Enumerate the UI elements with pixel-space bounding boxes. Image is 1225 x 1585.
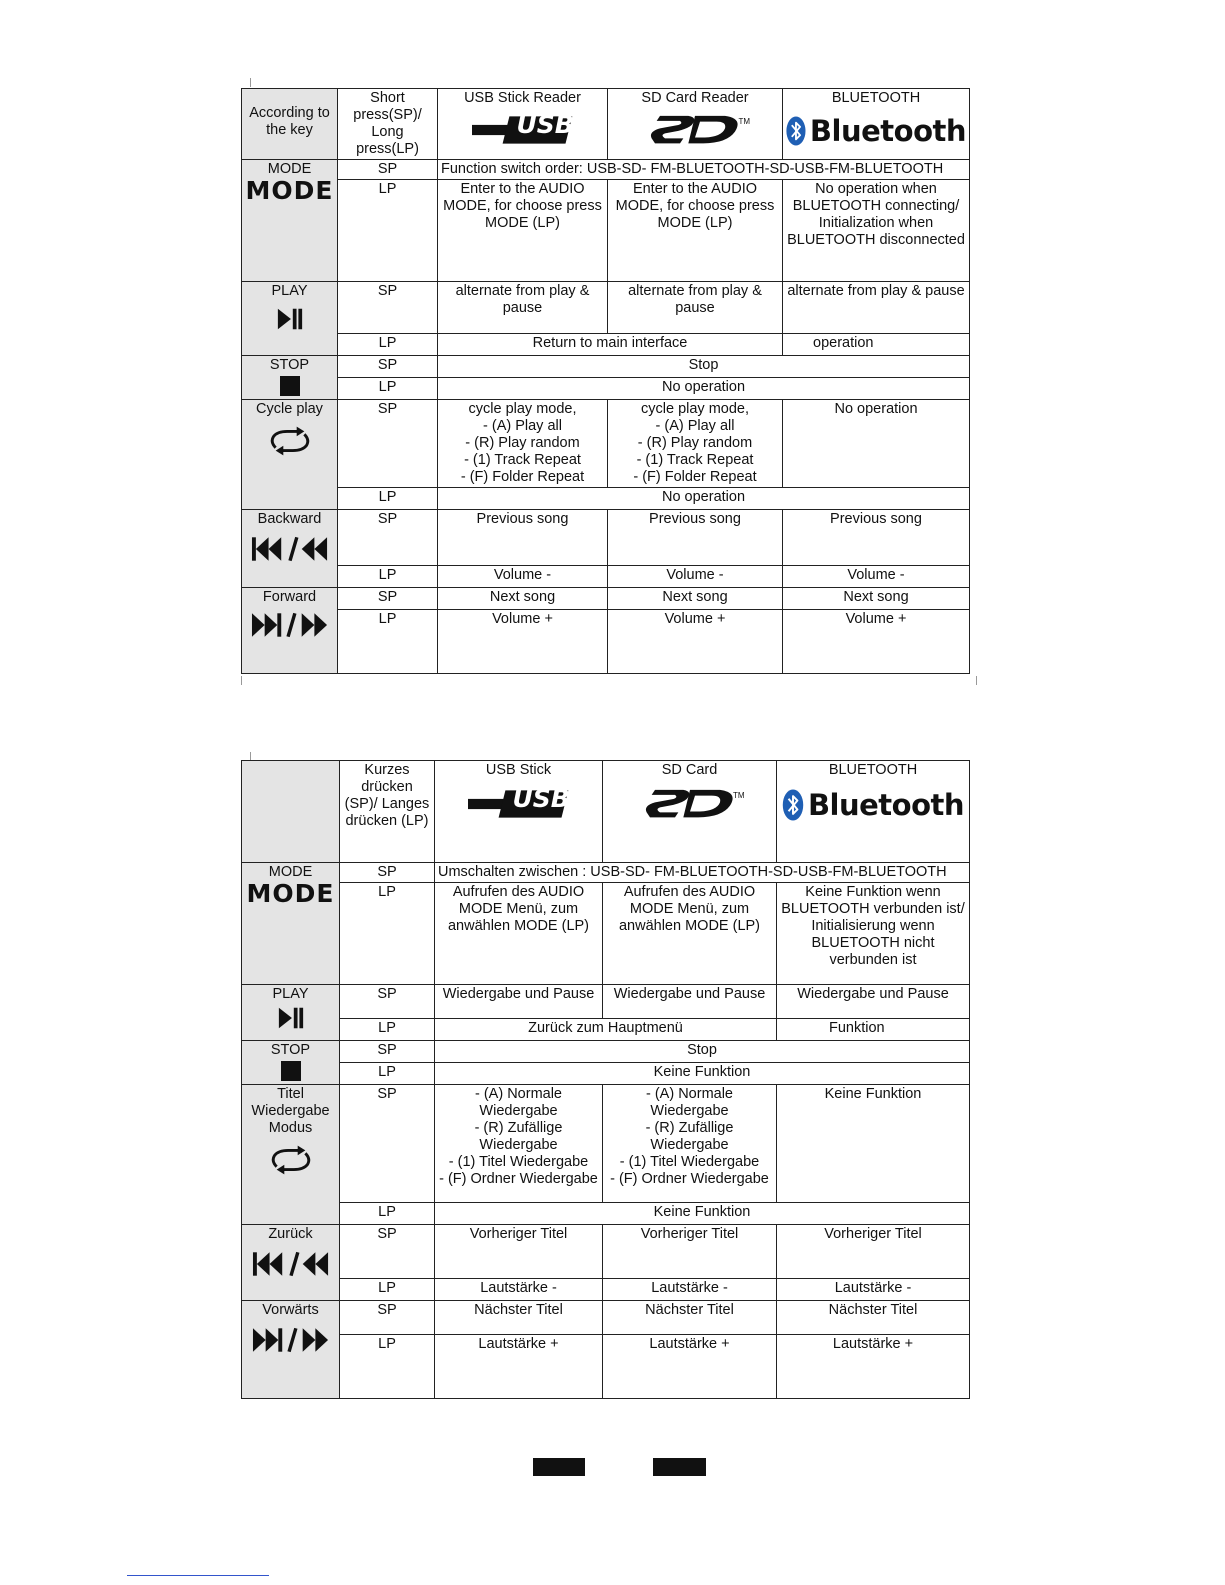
key-cycle: Titel Wiedergabe Modus [242, 1085, 340, 1225]
header-bluetooth: BLUETOOTH Bluetooth [777, 761, 970, 863]
key-stop: STOP [242, 1041, 340, 1085]
cycle-sp-sd: cycle play mode, - (A) Play all - (R) Play random - (1) Track Repeat - (F) Folder Repeat [608, 400, 783, 488]
repeat-icon [269, 1145, 313, 1175]
repeat-icon [268, 426, 312, 456]
play-lp-main: Return to main interface [438, 334, 783, 356]
german-key-table [241, 760, 970, 1399]
cycle-sp-bt: Keine Funktion [777, 1085, 970, 1203]
mode-lp-usb: Aufrufen des AUDIO MODE Menü, zum anwählen MODE (LP) [435, 883, 603, 985]
crop-mark [250, 78, 251, 87]
cycle-lp-text: Keine Funktion [435, 1203, 970, 1225]
header-usb: USB Stick Reader USB [438, 89, 608, 160]
forward-lp-sd: Volume + [608, 610, 783, 674]
press-lp: LP [340, 1063, 435, 1085]
mode-sp-text: Function switch order: USB-SD- FM-BLUETOOTH-SD-USB-FM-BLUETOOTH [438, 160, 970, 180]
mode-lp-sd: Enter to the AUDIO MODE, for choose press MODE (LP) [608, 180, 783, 282]
backward-lp-usb: Lautstärke - [435, 1279, 603, 1301]
backward-lp-sd: Lautstärke - [603, 1279, 777, 1301]
press-lp: LP [340, 1019, 435, 1041]
play-lp-main: Zurück zum Hauptmenü [435, 1019, 777, 1041]
press-lp: LP [338, 334, 438, 356]
skip-back-icon [252, 1251, 330, 1277]
press-lp: LP [340, 1279, 435, 1301]
forward-lp-bt: Volume + [783, 610, 970, 674]
forward-sp-sd: Next song [608, 588, 783, 610]
forward-sp-usb: Next song [438, 588, 608, 610]
forward-lp-bt: Lautstärke + [777, 1335, 970, 1399]
press-sp: SP [340, 1301, 435, 1335]
header-key: According to the key [242, 89, 338, 160]
skip-back-icon [251, 536, 329, 562]
cycle-sp-bt: No operation [783, 400, 970, 488]
cycle-lp-text: No operation [438, 488, 970, 510]
play-pause-icon [276, 306, 304, 332]
forward-sp-bt: Next song [783, 588, 970, 610]
backward-sp-usb: Previous song [438, 510, 608, 566]
backward-lp-bt: Volume - [783, 566, 970, 588]
usb-logo: USB [465, 787, 573, 821]
key-forward: Forward [242, 588, 338, 674]
play-sp-sd: Wiedergabe und Pause [603, 985, 777, 1019]
mode-lp-bt: No operation when BLUETOOTH connecting/ Initialization when BLUETOOTH disconnected [783, 180, 970, 282]
key-mode: MODE MODE [242, 863, 340, 985]
header-sd: SD Card TM [603, 761, 777, 863]
bluetooth-logo: Bluetooth [786, 115, 966, 147]
press-lp: LP [340, 883, 435, 985]
press-lp: LP [338, 488, 438, 510]
stop-sp-text: Stop [435, 1041, 970, 1063]
press-sp: SP [340, 1225, 435, 1279]
play-sp-usb: Wiedergabe und Pause [435, 985, 603, 1019]
play-sp-bt: Wiedergabe und Pause [777, 985, 970, 1019]
play-sp-sd: alternate from play & pause [608, 282, 783, 334]
skip-forward-icon [251, 612, 329, 638]
sd-logo: TM [635, 787, 745, 823]
forward-sp-sd: Nächster Titel [603, 1301, 777, 1335]
press-sp: SP [340, 863, 435, 883]
page-marker-bar [533, 1458, 585, 1476]
play-pause-icon [277, 1005, 305, 1031]
cycle-sp-usb: - (A) Normale Wiedergabe - (R) Zufällige Wiedergabe - (1) Titel Wiedergabe - (F) Ordner Wiedergabe [435, 1085, 603, 1203]
backward-lp-usb: Volume - [438, 566, 608, 588]
backward-sp-sd: Previous song [608, 510, 783, 566]
key-mode: MODE MODE [242, 160, 338, 282]
stop-lp-text: No operation [438, 378, 970, 400]
key-forward: Vorwärts [242, 1301, 340, 1399]
backward-sp-sd: Vorheriger Titel [603, 1225, 777, 1279]
mode-lp-usb: Enter to the AUDIO MODE, for choose press MODE (LP) [438, 180, 608, 282]
forward-lp-usb: Lautstärke + [435, 1335, 603, 1399]
press-sp: SP [340, 985, 435, 1019]
press-sp: SP [338, 510, 438, 566]
stop-sp-text: Stop [438, 356, 970, 378]
press-sp: SP [338, 160, 438, 180]
play-sp-bt: alternate from play & pause [783, 282, 970, 334]
press-lp: LP [340, 1203, 435, 1225]
play-lp-bt: Funktion [777, 1019, 970, 1041]
key-play: PLAY [242, 985, 340, 1041]
press-sp: SP [338, 400, 438, 488]
header-bluetooth: BLUETOOTH Bluetooth [783, 89, 970, 160]
press-sp: SP [340, 1085, 435, 1203]
header-usb: USB Stick USB [435, 761, 603, 863]
crop-mark [250, 752, 251, 760]
crop-mark [976, 676, 977, 685]
cycle-sp-sd: - (A) Normale Wiedergabe - (R) Zufällige Wiedergabe - (1) Titel Wiedergabe - (F) Ordner Wiedergabe [603, 1085, 777, 1203]
header-press-type: Short press(SP)/ Long press(LP) [338, 89, 438, 160]
sd-logo: TM [640, 113, 750, 149]
footnote-rule [127, 1575, 269, 1576]
mode-symbol: MODE [246, 879, 335, 908]
forward-lp-sd: Lautstärke + [603, 1335, 777, 1399]
cycle-sp-usb: cycle play mode, - (A) Play all - (R) Play random - (1) Track Repeat - (F) Folder Repeat [438, 400, 608, 488]
press-lp: LP [338, 566, 438, 588]
header-press-type: Kurzes drücken (SP)/ Langes drücken (LP) [340, 761, 435, 863]
backward-lp-sd: Volume - [608, 566, 783, 588]
backward-sp-usb: Vorheriger Titel [435, 1225, 603, 1279]
stop-icon [280, 376, 300, 396]
header-sd: SD Card Reader TM [608, 89, 783, 160]
press-lp: LP [338, 180, 438, 282]
press-lp: LP [340, 1335, 435, 1399]
header-key [242, 761, 340, 863]
forward-sp-bt: Nächster Titel [777, 1301, 970, 1335]
bluetooth-logo: Bluetooth [780, 789, 966, 821]
usb-logo: USB [469, 113, 577, 147]
key-backward: Zurück [242, 1225, 340, 1301]
backward-sp-bt: Vorheriger Titel [777, 1225, 970, 1279]
press-lp: LP [338, 610, 438, 674]
press-sp: SP [338, 282, 438, 334]
mode-lp-bt: Keine Funktion wenn BLUETOOTH verbunden ist/ Initialisierung wenn BLUETOOTH nicht verbunden ist [777, 883, 970, 985]
press-sp: SP [338, 588, 438, 610]
play-sp-usb: alternate from play & pause [438, 282, 608, 334]
backward-sp-bt: Previous song [783, 510, 970, 566]
play-lp-bt: operation [783, 334, 970, 356]
page-marker-bar [653, 1458, 706, 1476]
mode-lp-sd: Aufrufen des AUDIO MODE Menü, zum anwählen MODE (LP) [603, 883, 777, 985]
crop-mark [241, 676, 242, 685]
stop-lp-text: Keine Funktion [435, 1063, 970, 1085]
skip-forward-icon [252, 1327, 330, 1353]
english-key-table [241, 88, 970, 674]
key-cycle: Cycle play [242, 400, 338, 510]
press-lp: LP [338, 378, 438, 400]
mode-sp-text: Umschalten zwischen : USB-SD- FM-BLUETOOTH-SD-USB-FM-BLUETOOTH [435, 863, 970, 883]
key-backward: Backward [242, 510, 338, 588]
mode-symbol: MODE [245, 176, 334, 205]
key-play: PLAY [242, 282, 338, 356]
press-sp: SP [340, 1041, 435, 1063]
key-stop: STOP [242, 356, 338, 400]
backward-lp-bt: Lautstärke - [777, 1279, 970, 1301]
forward-lp-usb: Volume + [438, 610, 608, 674]
press-sp: SP [338, 356, 438, 378]
stop-icon [281, 1061, 301, 1081]
forward-sp-usb: Nächster Titel [435, 1301, 603, 1335]
